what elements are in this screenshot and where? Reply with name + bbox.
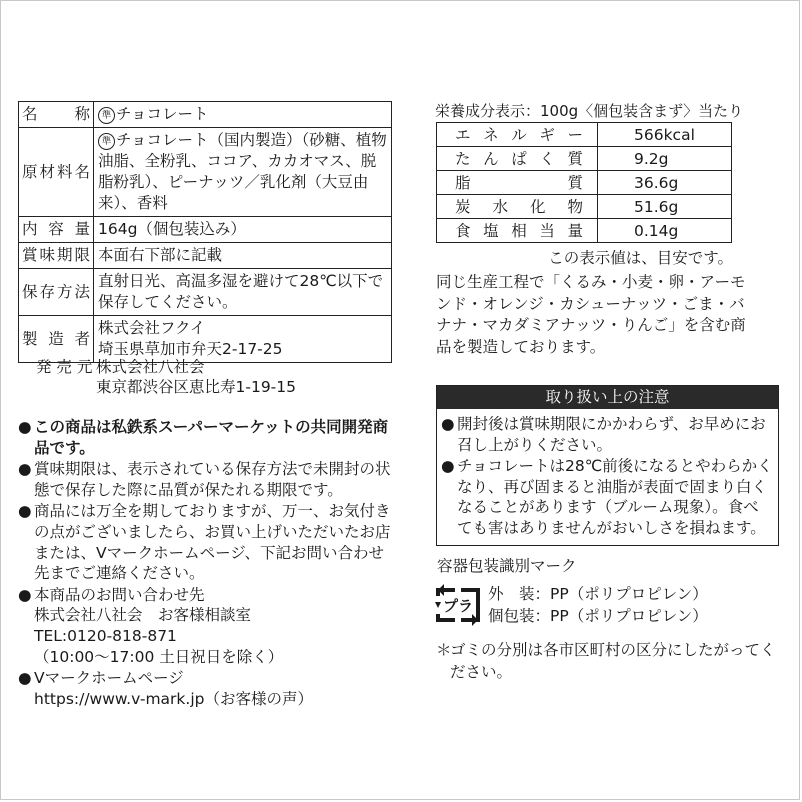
name-text: チョコレート xyxy=(116,105,209,123)
nutrition-note: この表示値は、目安です。 xyxy=(548,249,733,267)
row-storage xyxy=(19,269,392,316)
product-info-table xyxy=(18,101,392,363)
bullet-icon: ● xyxy=(441,415,455,433)
caution-title: 取り扱い上の注意 xyxy=(437,386,778,409)
row-content xyxy=(19,217,392,243)
maker-address: 埼玉県草加市弁天2-17-25 xyxy=(98,340,283,358)
content-value: 164g（個包装込み） xyxy=(94,217,392,243)
storage-value: 直射日光、高温多湿を避けて28℃以下で保存してください。 xyxy=(94,269,392,316)
caution-body xyxy=(437,409,778,545)
bullet-icon: ● xyxy=(441,457,455,476)
nutrition-value: 51.6g xyxy=(598,195,732,219)
ingredients-label: 原材料名 xyxy=(19,128,94,217)
plastic-mark-text: プラ xyxy=(442,597,474,615)
nutrition-label: たんぱく質 xyxy=(437,147,598,171)
plastic-recycle-icon xyxy=(433,584,483,626)
caution-box xyxy=(436,385,779,546)
quasi-mark-icon: 準 xyxy=(98,133,115,150)
website-item xyxy=(18,668,396,709)
nutrition-row xyxy=(437,123,732,147)
quasi-mark-icon: 準 xyxy=(98,107,115,124)
contact-hours: （10:00〜17:00 土日祝日を除く） xyxy=(34,647,284,666)
nutrition-label: エネルギー xyxy=(437,123,598,147)
note-text: この商品は私鉄系スーパーマーケットの共同開発商品です。 xyxy=(34,418,389,457)
website-url: https://www.v-mark.jp（お客様の声） xyxy=(34,689,313,708)
nutrition-value: 0.14g xyxy=(598,219,732,243)
row-best-before xyxy=(19,243,392,269)
garbage-note xyxy=(436,640,776,684)
caution-text: チョコレートは28℃前後になるとやわらかくなり、再び固まると油脂が表面で固まり白くなることがあります（ブルーム現象）。食べても害はありませんがおいしさを損ねます。 xyxy=(457,457,773,537)
seller-label: 発 売 元 xyxy=(36,358,93,376)
contact-title: 本商品のお問い合わせ先 xyxy=(34,585,205,604)
bullet-icon: ● xyxy=(18,669,32,688)
row-name xyxy=(19,102,392,128)
caution-text: 開封後は賞味期限にかかわらず、お早めにお召し上がりください。 xyxy=(457,415,766,454)
nutrition-value: 9.2g xyxy=(598,147,732,171)
nutrition-row xyxy=(437,147,732,171)
packaging-outer: 外 装：PP（ポリプロピレン） xyxy=(488,585,708,603)
nutrition-row xyxy=(437,195,732,219)
allergen-note: 同じ生産工程で「くるみ・小麦・卵・アーモンド・オレンジ・カシューナッツ・ごま・バナナ・マカダミアナッツ・りんご」を含む商品を製造しております。 xyxy=(436,273,746,356)
ingredients-text: チョコレート（国内製造）（砂糖、植物油脂、全粉乳、ココア、カカオマス、脱脂粉乳）、ピーナッツ／乳化剤（大豆由来）、香料 xyxy=(98,131,387,212)
notes-list xyxy=(18,417,396,710)
packaging-title: 容器包装識別マーク xyxy=(437,557,577,575)
note-text: 賞味期限は、表示されている保存方法で未開封の状態で保存した際に品質が保たれる期限です。 xyxy=(34,460,391,499)
nutrition-value: 566kcal xyxy=(598,123,732,147)
website-title: Vマークホームページ xyxy=(34,669,184,688)
note-item xyxy=(18,459,396,500)
row-ingredients xyxy=(19,128,392,217)
seller-address: 東京都渋谷区恵比寿1-19-15 xyxy=(96,378,296,396)
nutrition-row xyxy=(437,171,732,195)
best-before-value: 本面右下部に記載 xyxy=(94,243,392,269)
contact-company: 株式会社八社会 お客様相談室 xyxy=(34,606,252,625)
ingredients-value xyxy=(94,128,392,217)
bullet-icon: ● xyxy=(18,460,32,479)
nutrition-value: 36.6g xyxy=(598,171,732,195)
packaging-lines xyxy=(488,584,708,627)
contact-item xyxy=(18,585,396,667)
content-label: 内容量 xyxy=(19,217,94,243)
nutrition-label: 脂 質 xyxy=(437,171,598,195)
nutrition-row xyxy=(437,219,732,243)
caution-item xyxy=(441,414,774,455)
note-item xyxy=(18,417,396,458)
nutrition-title: 栄養成分表示：100g〈個包装含まず〉当たり xyxy=(435,102,744,120)
nutrition-label: 炭水化物 xyxy=(437,195,598,219)
row-maker xyxy=(19,316,392,363)
seller-company: 株式会社八社会 xyxy=(96,358,205,376)
caution-item xyxy=(441,456,774,538)
packaging-inner: 個包装：PP（ポリプロピレン） xyxy=(488,606,708,625)
name-label: 名 称 xyxy=(19,102,94,128)
asterisk-icon: ＊ xyxy=(436,641,452,659)
best-before-label: 賞味期限 xyxy=(19,243,94,269)
bullet-icon: ● xyxy=(18,585,32,604)
storage-label: 保存方法 xyxy=(19,269,94,316)
bullet-icon: ● xyxy=(18,502,32,521)
garbage-text: ゴミの分別は各市区町村の区分にしたがってください。 xyxy=(450,641,776,681)
nutrition-label: 食塩相当量 xyxy=(437,219,598,243)
contact-phone: TEL:0120-818-871 xyxy=(34,626,177,645)
maker-company: 株式会社フクイ xyxy=(98,319,206,337)
note-item xyxy=(18,501,396,583)
maker-value xyxy=(94,316,392,363)
seller-block xyxy=(36,357,296,397)
bullet-icon: ● xyxy=(18,418,32,436)
note-text: 商品には万全を期しておりますが、万一、お気付きの点がございましたら、お買い上げいただいたお店または、Vマークホームページ、下記お問い合わせ先までご連絡ください。 xyxy=(34,502,391,583)
nutrition-table xyxy=(436,122,732,243)
maker-label: 製造者 xyxy=(19,316,94,363)
name-value xyxy=(94,102,392,128)
